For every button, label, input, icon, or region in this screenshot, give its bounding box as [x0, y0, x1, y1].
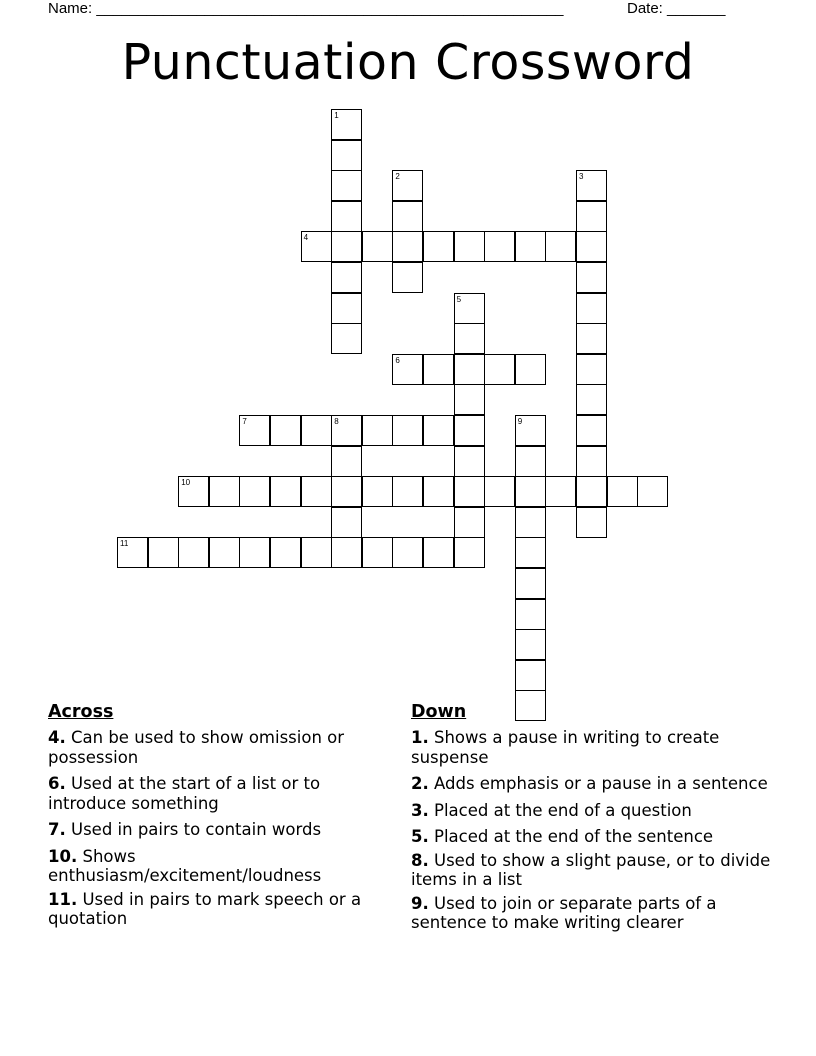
cell-number: 3	[579, 172, 584, 182]
cell-number: 8	[334, 417, 339, 426]
crossword-cell[interactable]	[392, 262, 423, 293]
clue-number: 1.	[411, 728, 429, 747]
crossword-cell[interactable]	[454, 537, 485, 568]
cell-number: 11	[120, 539, 129, 549]
clue-down-8	[411, 851, 771, 890]
crossword-cell[interactable]	[423, 415, 454, 446]
crossword-cell[interactable]	[515, 354, 546, 385]
crossword-cell[interactable]	[576, 293, 607, 324]
crossword-cell[interactable]	[576, 384, 607, 415]
crossword-cell[interactable]	[178, 537, 209, 568]
cell-number: 1	[334, 111, 339, 120]
crossword-cell[interactable]	[454, 476, 485, 507]
crossword-cell[interactable]	[331, 140, 362, 171]
crossword-cell[interactable]	[423, 537, 454, 568]
crossword-cell[interactable]	[515, 660, 546, 691]
crossword-cell[interactable]	[331, 507, 362, 538]
crossword-cell[interactable]	[331, 446, 362, 477]
crossword-cell[interactable]	[362, 476, 393, 507]
crossword-cell[interactable]	[301, 537, 332, 568]
crossword-cell[interactable]	[209, 476, 240, 507]
clue-number: 9.	[411, 893, 429, 913]
clue-text: Placed at the end of a question	[434, 800, 692, 820]
crossword-cell[interactable]	[392, 537, 423, 568]
cell-number: 9	[517, 417, 523, 426]
crossword-cell[interactable]	[515, 415, 546, 446]
clue-number: 5.	[411, 827, 429, 846]
across-heading: Across	[48, 702, 114, 722]
crossword-cell[interactable]	[392, 201, 423, 232]
crossword-cell[interactable]	[637, 476, 668, 507]
crossword-cell[interactable]	[362, 415, 393, 446]
crossword-cell[interactable]	[576, 201, 607, 232]
clue-text: Placed at the end of the sentence	[434, 827, 714, 846]
crossword-cell[interactable]	[515, 231, 546, 262]
cell-number: 4	[303, 233, 309, 243]
crossword-cell[interactable]	[239, 537, 270, 568]
crossword-cell[interactable]	[515, 568, 546, 599]
clue-number: 7.	[48, 820, 66, 839]
cell-number: 7	[242, 417, 247, 426]
crossword-cell[interactable]	[515, 476, 546, 507]
crossword-cell[interactable]	[454, 293, 485, 324]
crossword-cell[interactable]	[331, 537, 362, 568]
crossword-cell[interactable]	[301, 231, 332, 262]
crossword-cell[interactable]	[239, 415, 270, 446]
crossword-cell[interactable]	[484, 476, 515, 507]
crossword-cell[interactable]	[331, 323, 362, 354]
clue-text: Used in pairs to contain words	[71, 820, 322, 839]
crossword-cell[interactable]	[331, 262, 362, 293]
crossword-cell[interactable]	[301, 476, 332, 507]
crossword-cell[interactable]	[392, 231, 423, 262]
crossword-cell[interactable]	[331, 293, 362, 324]
crossword-cell[interactable]	[545, 231, 576, 262]
crossword-cell[interactable]	[576, 446, 607, 477]
crossword-cell[interactable]	[331, 415, 362, 446]
crossword-cell[interactable]	[392, 170, 423, 201]
clue-text: Shows enthusiasm/excitement/loudness	[48, 846, 322, 885]
crossword-cell[interactable]	[484, 354, 515, 385]
crossword-cell[interactable]	[515, 446, 546, 477]
crossword-cell[interactable]	[576, 262, 607, 293]
crossword-cell[interactable]	[454, 323, 485, 354]
crossword-cell[interactable]	[576, 507, 607, 538]
crossword-cell[interactable]	[454, 507, 485, 538]
crossword-cell[interactable]	[576, 170, 607, 201]
date-field-label[interactable]: Date: _______	[627, 0, 726, 17]
crossword-cell[interactable]	[270, 537, 301, 568]
crossword-cell[interactable]	[454, 231, 485, 262]
clue-number: 3.	[411, 800, 429, 820]
clue-text: Can be used to show omission or possession	[48, 728, 345, 767]
crossword-cell[interactable]	[392, 415, 423, 446]
clue-text: Used in pairs to mark speech or a quotation	[48, 889, 362, 928]
across-clues	[48, 701, 398, 936]
clue-down-1	[411, 728, 771, 767]
crossword-cell[interactable]	[331, 231, 362, 262]
crossword-cell[interactable]	[515, 629, 546, 660]
cell-number: 6	[395, 355, 400, 365]
clue-text: Adds emphasis or a pause in a sentence	[434, 774, 768, 793]
cell-number: 10	[181, 478, 191, 488]
cell-number: 5	[456, 294, 462, 304]
clue-across-6	[48, 774, 398, 813]
crossword-cell[interactable]	[362, 537, 393, 568]
crossword-cell[interactable]	[576, 415, 607, 446]
clue-text: Used at the start of a list or to introduce something	[48, 774, 321, 813]
crossword-cell[interactable]	[423, 354, 454, 385]
crossword-cell[interactable]	[576, 323, 607, 354]
crossword-cell[interactable]	[454, 384, 485, 415]
crossword-cell[interactable]	[576, 476, 607, 507]
clue-down-5	[411, 827, 771, 847]
clue-down-2	[411, 774, 771, 794]
clue-text: Used to join or separate parts of a sentence to make writing clearer	[411, 893, 717, 932]
crossword-cell[interactable]	[545, 476, 576, 507]
clue-number: 6.	[48, 774, 66, 793]
crossword-cell[interactable]	[515, 599, 546, 630]
clue-number: 4.	[48, 728, 66, 747]
clue-text: Used to show a slight pause, or to divide items in a list	[411, 850, 771, 889]
crossword-cell[interactable]	[117, 537, 148, 568]
crossword-cell[interactable]	[362, 231, 393, 262]
down-clues	[411, 701, 771, 940]
crossword-cell[interactable]	[301, 415, 332, 446]
cell-number: 2	[395, 172, 400, 182]
crossword-cell[interactable]	[270, 476, 301, 507]
crossword-cell[interactable]	[239, 476, 270, 507]
clue-number: 10.	[48, 846, 78, 866]
crossword-cell[interactable]	[454, 446, 485, 477]
crossword-cell[interactable]	[607, 476, 638, 507]
crossword-cell[interactable]	[515, 507, 546, 538]
clue-across-4	[48, 728, 398, 767]
page-title: Punctuation Crossword	[121, 34, 695, 91]
crossword-cell[interactable]	[392, 354, 423, 385]
clue-across-7	[48, 820, 398, 840]
crossword-cell[interactable]	[331, 109, 362, 140]
name-field-label[interactable]: Name: ________________________________________________________	[48, 0, 564, 17]
crossword-cell[interactable]	[331, 170, 362, 201]
clue-text: Shows a pause in writing to create suspense	[411, 728, 720, 767]
crossword-cell[interactable]	[515, 537, 546, 568]
crossword-cell[interactable]	[576, 231, 607, 262]
crossword-cell[interactable]	[331, 476, 362, 507]
clue-across-10	[48, 847, 398, 886]
crossword-cell[interactable]	[454, 415, 485, 446]
crossword-cell[interactable]	[392, 476, 423, 507]
down-heading: Down	[411, 702, 467, 722]
clue-number: 8.	[411, 850, 429, 870]
crossword-cell[interactable]	[178, 476, 209, 507]
clue-number: 11.	[48, 889, 78, 909]
crossword-cell[interactable]	[576, 354, 607, 385]
crossword-cell[interactable]	[209, 537, 240, 568]
clue-across-11	[48, 890, 398, 929]
crossword-cell[interactable]	[331, 201, 362, 232]
crossword-cell[interactable]	[454, 354, 485, 385]
crossword-cell[interactable]	[423, 231, 454, 262]
clue-number: 2.	[411, 774, 429, 793]
crossword-cell[interactable]	[270, 415, 301, 446]
clue-down-9	[411, 894, 771, 933]
clue-down-3	[411, 801, 771, 821]
crossword-cell[interactable]	[148, 537, 179, 568]
crossword-cell[interactable]	[423, 476, 454, 507]
crossword-cell[interactable]	[484, 231, 515, 262]
